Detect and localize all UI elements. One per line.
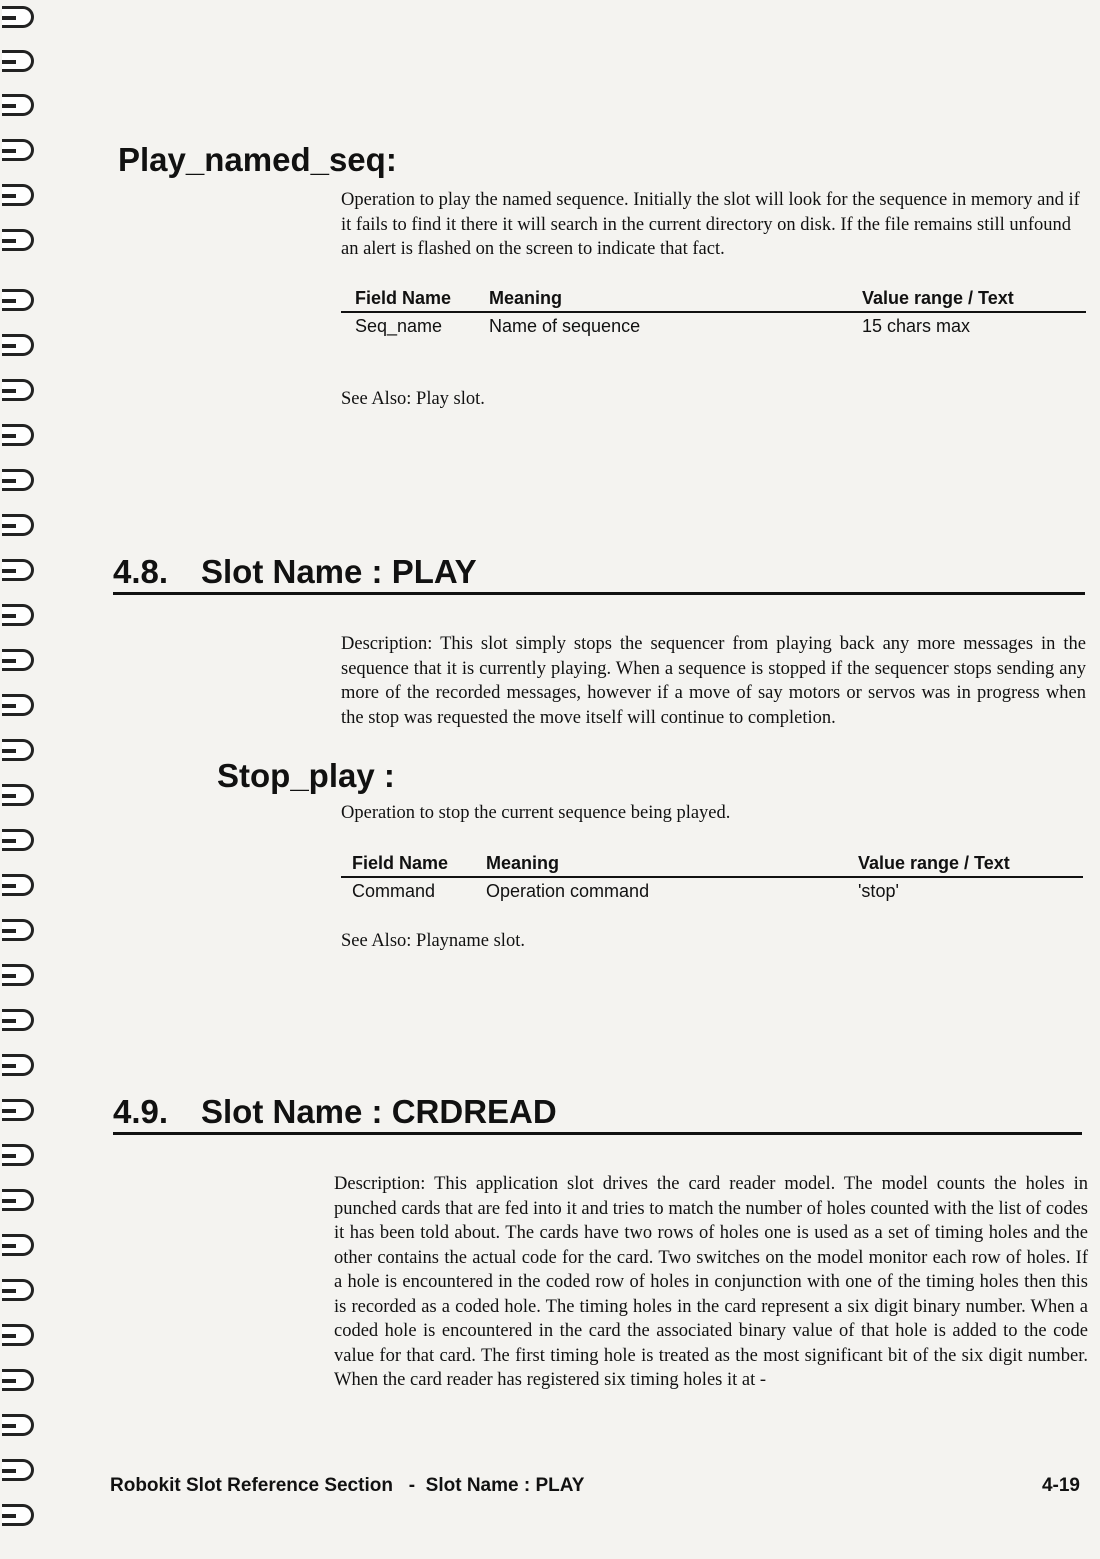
spiral-binding-icon <box>2 184 34 206</box>
spiral-binding-icon <box>2 829 34 851</box>
spiral-binding-icon <box>2 6 34 28</box>
spiral-binding-icon <box>2 1009 34 1031</box>
spiral-binding-icon <box>2 1234 34 1256</box>
header-meaning: Meaning <box>486 853 560 873</box>
spiral-binding-icon <box>2 289 34 311</box>
header-field-name: Field Name <box>355 288 452 308</box>
stop-play-table <box>341 850 1083 904</box>
spiral-binding-icon <box>2 874 34 896</box>
spiral-binding-icon <box>2 1279 34 1301</box>
cell-field: Seq_name <box>355 316 443 336</box>
spiral-binding-icon <box>2 1459 34 1481</box>
table-header <box>341 850 1083 878</box>
table-row <box>341 313 1086 339</box>
table-row <box>341 878 1083 904</box>
section-4-8-heading <box>113 553 1085 595</box>
play-named-seq-title: Play_named_seq: <box>118 141 397 178</box>
table-header <box>341 285 1086 313</box>
play-named-seq-table <box>341 285 1086 339</box>
spiral-binding-icon <box>2 1054 34 1076</box>
spiral-binding-icon <box>2 1324 34 1346</box>
spiral-binding-icon <box>2 1144 34 1166</box>
cell-value: 'stop' <box>858 881 899 901</box>
stop-play-title: Stop_play : <box>217 757 395 794</box>
crdread-description: Description: This application slot drives the card reader model. The model counts the holes in punched cards that are fed into it and tries to match the number of holes counted with the list of codes it has been told about. The cards have two rows of holes one is used as a set of timing holes and the other contains the actual code for the card. Two switches on the model monitor each row of holes. If a hole is encountered in the coded row of holes in conjunction with one of the timing holes then this is recorded as a coded hole. The timing holes in the card represent a six digit binary number. When a coded hole is encountered in the card the associated binary value of that hole is added to the code value for that card. The first timing hole is treated as the most significant bit of the six digit number. When the card reader has registered six timing holes it at - <box>334 1174 1088 1390</box>
spiral-binding-icon <box>2 379 34 401</box>
footer-section-label: Robokit Slot Reference Section - Slot Name : PLAY <box>110 1475 585 1496</box>
spiral-binding-icon <box>2 469 34 491</box>
header-field-name: Field Name <box>352 853 449 873</box>
footer-page-number: 4-19 <box>1041 1475 1080 1496</box>
spiral-binding-icon <box>2 964 34 986</box>
spiral-binding-icon <box>2 1414 34 1436</box>
spiral-binding-icon <box>2 229 34 251</box>
spiral-binding-icon <box>2 424 34 446</box>
spiral-binding-icon <box>2 694 34 716</box>
spiral-binding-icon <box>2 1099 34 1121</box>
header-value-range: Value range / Text <box>862 288 1014 308</box>
header-meaning: Meaning <box>489 288 563 308</box>
section-number: 4.8. <box>113 553 169 590</box>
section-title: Slot Name : CRDREAD <box>201 1093 557 1130</box>
spiral-binding-icon <box>2 919 34 941</box>
spiral-binding-icon <box>2 559 34 581</box>
spiral-binding-icon <box>2 514 34 536</box>
cell-field: Command <box>352 881 436 901</box>
spiral-binding-icon <box>2 1369 34 1391</box>
cell-meaning: Name of sequence <box>489 316 641 336</box>
play-slot-description: Description: This slot simply stops the sequencer from playing back any more messages in the sequence that it is currently playing. When a sequence is stopped if the sequencer stops sending any more of the recorded messages, however if a move of say motors or servos was in progress when the stop was requested the move itself will continue to completion. <box>341 634 1086 728</box>
section-title: Slot Name : PLAY <box>201 553 477 590</box>
spiral-binding-icon <box>2 784 34 806</box>
play-named-seq-see-also: See Also: Play slot. <box>341 389 485 409</box>
section-number: 4.9. <box>113 1093 169 1130</box>
spiral-binding-icon <box>2 1504 34 1526</box>
header-value-range: Value range / Text <box>858 853 1010 873</box>
spiral-binding-icon <box>2 139 34 161</box>
spiral-binding <box>0 0 42 1559</box>
section-4-9-heading <box>113 1093 1082 1135</box>
spiral-binding-icon <box>2 50 34 72</box>
play-named-seq-description: Operation to play the named sequence. Initially the slot will look for the sequence in memory and if it fails to find it there it will search in the current directory on disk. If the file remains still unfound an alert is flashed on the screen to indicate that fact. <box>341 190 1080 259</box>
stop-play-description: Operation to stop the current sequence being played. <box>341 803 731 823</box>
stop-play-see-also: See Also: Playname slot. <box>341 931 525 951</box>
spiral-binding-icon <box>2 604 34 626</box>
spiral-binding-icon <box>2 739 34 761</box>
spiral-binding-icon <box>2 334 34 356</box>
spiral-binding-icon <box>2 649 34 671</box>
cell-meaning: Operation command <box>486 881 650 901</box>
spiral-binding-icon <box>2 94 34 116</box>
spiral-binding-icon <box>2 1189 34 1211</box>
cell-value: 15 chars max <box>862 316 971 336</box>
